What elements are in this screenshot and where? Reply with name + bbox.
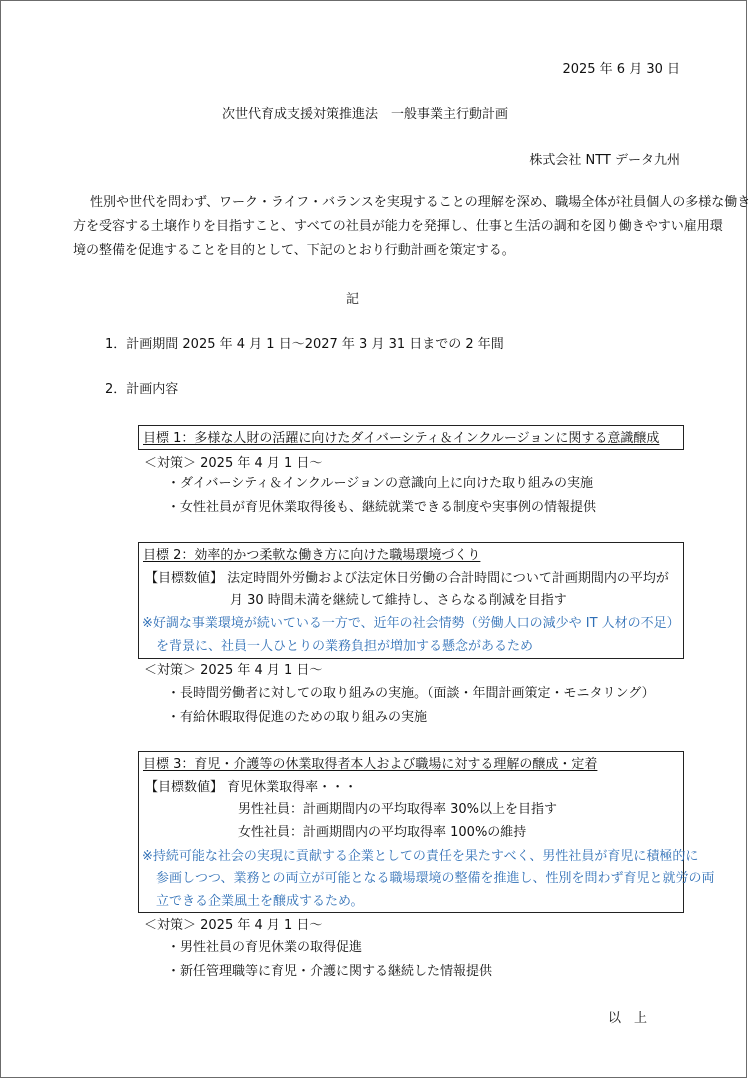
goal-3-measure-item: ・男性社員の育児休業の取得促進 xyxy=(167,940,363,955)
goal-3-target-line-1: 【目標数値】 育児休業取得率・・・ xyxy=(145,780,358,795)
goal-2-target-line-1: 【目標数値】 法定時間外労働および法定休日労働の合計時間について計画期間内の平均が xyxy=(145,571,669,586)
goal-3-note-line-3: 立できる企業風土を醸成するため。 xyxy=(156,894,364,909)
goal-3-note-line-2: 参画しつつ、業務との両立が可能となる職場環境の整備を推進し、性別を問わず育児と就労の両 xyxy=(156,871,715,886)
goal-3-measure-item: ・新任管理職等に育児・介護に関する継続した情報提供 xyxy=(167,964,493,979)
goal-3-note-line-1: ※持続可能な社会の実現に貢献する企業としての責任を果たすべく、男性社員が育児に積極的に xyxy=(142,849,699,864)
goal-2-measure-item: ・長時間労働者に対しての取り組みの実施。（面談・年間計画策定・モニタリング） xyxy=(167,686,655,701)
intro-line: 方を受容する土壌作りを目指すこと、すべての社員が能力を発揮し、仕事と生活の調和を図り働きやすい雇用環 xyxy=(73,219,723,234)
document-title: 次世代育成支援対策推進法 一般事業主行動計画 xyxy=(222,107,509,122)
intro-paragraph xyxy=(73,191,750,263)
goal-1-measure-label: ＜対策＞ 2025 年 4 月 1 日～ xyxy=(144,456,323,471)
goal-3-measure-label: ＜対策＞ 2025 年 4 月 1 日～ xyxy=(144,918,323,933)
goal-2-box xyxy=(138,542,684,659)
goal-2-title: 目標 2：効率的かつ柔軟な働き方に向けた職場環境づくり xyxy=(143,548,481,563)
company-name: 株式会社 NTT データ九州 xyxy=(529,153,680,168)
goal-3-target-male: 男性社員：計画期間内の平均取得率 30%以上を目指す xyxy=(238,802,558,817)
goal-2-note-line-2: を背景に、社員一人ひとりの業務負担が増加する懸念があるため xyxy=(156,639,534,654)
goal-2-note-line-1: ※好調な事業環境が続いている一方で、近年の社会情勢（労働人口の減少や IT 人材の不足） xyxy=(142,616,680,631)
intro-line: 性別や世代を問わず、ワーク・ライフ・バランスを実現することの理解を深め、職場全体が社員個人の多様な働き xyxy=(90,195,750,210)
goal-1-box xyxy=(138,425,684,450)
section-2-heading: 2．計画内容 xyxy=(105,382,179,397)
ki-heading: 記 xyxy=(346,292,360,307)
goal-2-measure-item: ・有給休暇取得促進のための取り組みの実施 xyxy=(167,710,428,725)
closing-mark: 以 上 xyxy=(608,1011,648,1026)
goal-3-target-female: 女性社員：計画期間内の平均取得率 100%の維持 xyxy=(238,825,527,840)
intro-line: 境の整備を促進することを目的として、下記のとおり行動計画を策定する。 xyxy=(73,243,515,258)
goal-2-measure-label: ＜対策＞ 2025 年 4 月 1 日～ xyxy=(144,663,323,678)
goal-1-measure-item: ・女性社員が育児休業取得後も、継続就業できる制度や実事例の情報提供 xyxy=(167,500,597,515)
goal-1-measure-item: ・ダイバーシティ＆インクルージョンの意識向上に向けた取り組みの実施 xyxy=(167,476,594,491)
section-1-plan-period: 1．計画期間 2025 年 4 月 1 日～2027 年 3 月 31 日までの 2 年間 xyxy=(105,337,504,352)
goal-1-title: 目標 1：多様な人財の活躍に向けたダイバーシティ＆インクルージョンに関する意識醸成 xyxy=(143,431,660,446)
goal-3-box xyxy=(138,751,715,913)
document-date: 2025 年 6 月 30 日 xyxy=(562,62,680,77)
goal-2-target-line-2: 月 30 時間未満を継続して維持し、さらなる削減を目指す xyxy=(230,593,567,608)
goal-3-title: 目標 3：育児・介護等の休業取得者本人および職場に対する理解の醸成・定着 xyxy=(143,757,598,772)
